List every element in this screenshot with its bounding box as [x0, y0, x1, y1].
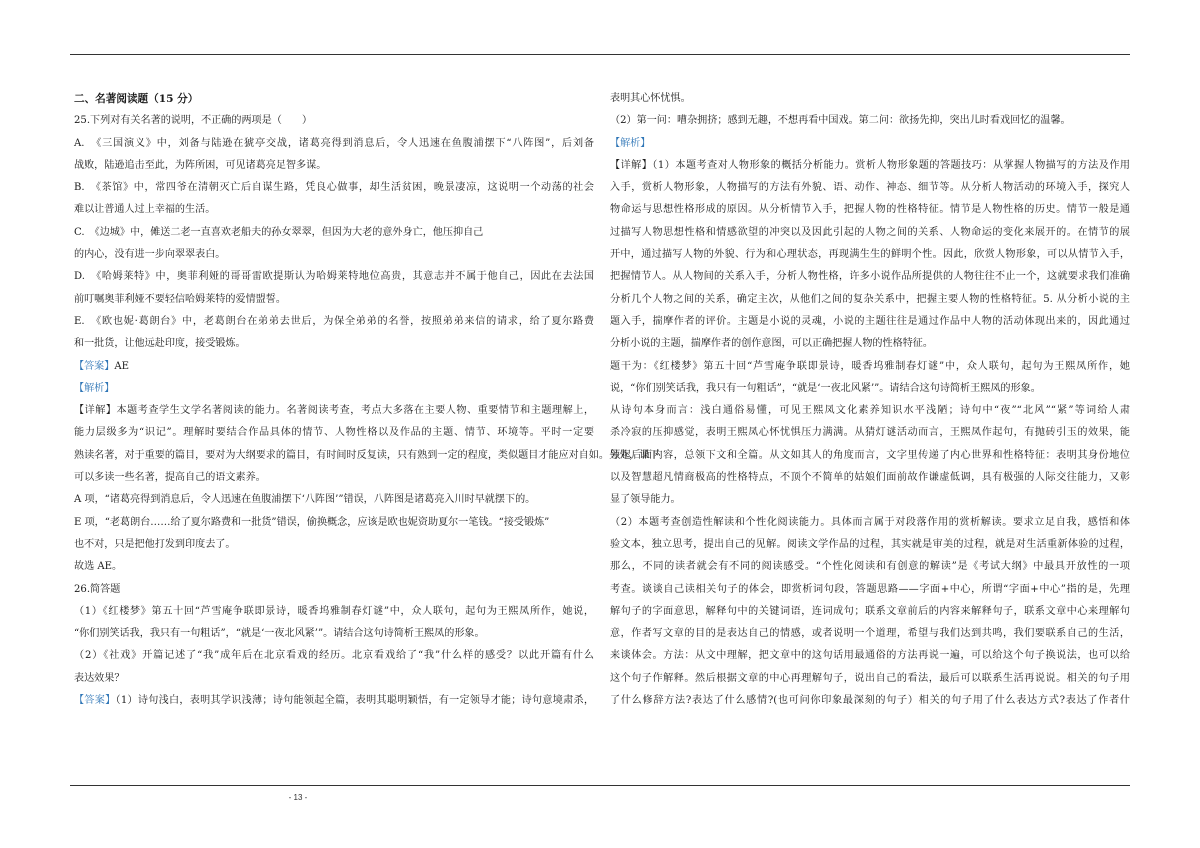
right-column-line [610, 445, 1130, 467]
line-text: 以及智慧超凡情商极高的性格特点，不顶个不简单的姑娘们面前故作谦虚低调，具有极强的人际交往能力，又彰 [610, 472, 1130, 484]
left-column-line [74, 422, 594, 444]
right-column-line [610, 177, 1130, 199]
left-column-line [74, 199, 594, 221]
left-column-line [74, 601, 594, 623]
left-column-line [74, 579, 594, 601]
left-column-line [74, 222, 594, 244]
line-text: 分析小说的主题，揣摩作者的创作意图，可以正确把握人物的性格特征。 [610, 338, 933, 350]
right-column-line [610, 356, 1130, 378]
left-column-line [74, 467, 594, 489]
right-column-line [610, 88, 1130, 110]
right-column-line [610, 289, 1130, 311]
line-text: “你们别笑话我，我只有一句粗话”，“就是‘一夜北风紧’”。请结合这句诗简析王熙凤的形象。 [74, 628, 485, 640]
line-text: A. 《三国演义》中，刘备与陆逊在猇亭交战，诸葛亮得到消息后，令人迅速在鱼腹浦摆下“八阵图”，后刘备 [74, 137, 594, 149]
line-text: 了什么修辞方法?表达了什么感情?(也可问你印象最深刻的句子）相关的句子用了什么表达方式?表达了作者什 [610, 695, 1130, 707]
page-number: - 13 - [288, 793, 308, 802]
section-label: 【解析】 [610, 137, 651, 149]
left-column-line [74, 289, 594, 311]
line-text: 能力层级多为“识记”。理解时要结合作品具体的情节、人物性格以及作品的主题、情节、环境等。平时一定要 [74, 427, 594, 439]
line-text: 解句子的字面意思，解释句中的关键词语，连词成句；联系文章前后的内容来解释句子，联系文章中心来理解句 [610, 605, 1130, 617]
line-text: 二、名著阅读题（15 分） [74, 93, 199, 105]
left-column-line [74, 311, 594, 333]
line-text: 的内心，没有进一步向翠翠表白。 [74, 249, 226, 261]
left-column-line [74, 266, 594, 288]
right-column-line [610, 110, 1130, 132]
line-text: 来谈体会。方法：从文中理解，把文章中的这句话用最通俗的方法再说一遍，可以给这个句子换说法，也可以给 [610, 650, 1130, 662]
line-text: 领起后面内容，总领下文和全篇。从文如其人的角度而言，文字里传递了内心世界和性格特征：表明其身份地位 [610, 449, 1130, 461]
right-column-line [610, 690, 1130, 712]
footer-rule [70, 785, 1130, 786]
right-column-line [610, 133, 1130, 155]
right-column [610, 88, 1130, 712]
right-column-line [610, 155, 1130, 177]
left-column-line [74, 356, 594, 378]
line-text: （2）第一问：嘈杂拥挤；感到无趣，不想再看中国戏。第二问：欲扬先抑，突出儿时看戏回忆的温馨。 [610, 115, 1071, 127]
left-column-line [74, 645, 594, 667]
right-column-line [610, 645, 1130, 667]
line-text: E 项，“老葛朗台……给了夏尔路费和一批货”错误，偷换概念，应该是欧也妮资助夏尔一笔钱。“接受锻炼” [74, 516, 550, 528]
line-text: 考查。谈谈自己读相关句子的体会，即赏析词句段，答题思路——字面+中心，所谓“字面+中心”指的是，先理 [610, 583, 1130, 595]
line-text: 把握情节人。从人物间的关系入手，分析人物性格，许多小说作品所提供的人物往往不止一个，这就要求我们准确 [610, 271, 1130, 283]
line-text: 这个句子作解释。然后根据文章的中心再理解句子，说出自己的看法，最后可以联系生活再说说。相关的句子用 [610, 672, 1130, 684]
left-column-line [74, 378, 594, 400]
line-text: 过描写人物思想性格和情感欲望的冲突以及因此引起的人物之间的关系、人物命运的变化来展开的。在情节的展 [610, 226, 1130, 238]
line-text: C. 《边城》中，傩送二老一直喜欢老船夫的孙女翠翠，但因为大老的意外身亡，他压抑自己 [74, 226, 484, 238]
line-text: 前叮嘱奥菲利娅不要轻信哈姆莱特的爱情盟誓。 [74, 293, 286, 305]
left-column-line [74, 133, 594, 155]
line-text: 和一批货，让他远赴印度，接受锻炼。 [74, 338, 246, 350]
left-column-line [74, 690, 594, 712]
left-column-line [74, 88, 594, 110]
section-label: 【答案】 [74, 695, 116, 707]
left-column-line [74, 445, 660, 467]
right-column-line [610, 601, 1130, 623]
right-column-line [610, 623, 1130, 645]
line-text: 【详解】（1）本题考查对人物形象的概括分析能力。赏析人物形象题的答题技巧：从掌握人物描写的方法及作用 [610, 159, 1130, 171]
left-column-line [74, 534, 594, 556]
line-text: D. 《哈姆莱特》中，奥菲利娅的哥哥雷欧提斯认为哈姆莱特地位高贵，其意志并不属于他自己，因此在去法国 [74, 271, 594, 283]
left-column-line [74, 177, 594, 199]
left-column-line [74, 244, 594, 266]
section-label: 【解析】 [74, 382, 115, 394]
line-text: 从诗句本身而言：浅白通俗易懂，可见王熙凤文化素养知识水平浅陋；诗句中“夜”“北风”“紧”等词给人肃 [610, 405, 1130, 417]
line-text: 物命运与思想性格形成的原因。从分析情节入手，把握人物的性格特征。情节是人物性格的历史。情节一般是通 [610, 204, 1130, 216]
line-text: （2）《社戏》开篇记述了“我”成年后在北京看戏的经历。北京看戏给了“我”什么样的感受？以此开篇有什么 [74, 650, 594, 662]
left-column-line [74, 400, 594, 422]
right-column-line [610, 333, 1130, 355]
line-text: （1）诗句浅白，表明其学识浅薄；诗句能领起全篇，表明其聪明颖悟，有一定领导才能；诗句意境肃杀， [115, 695, 595, 707]
right-column-line [610, 422, 1130, 444]
line-text: （1）《红楼梦》第五十回“芦雪庵争联即景诗，暖香坞雅制春灯谜”中，众人联句，起句为王熙凤所作，她说， [74, 605, 594, 617]
line-text: 战败，陆逊追击至此，为阵所困，可见诸葛亮足智多谋。 [74, 159, 327, 171]
left-column-line [74, 623, 594, 645]
line-text: A 项，“诸葛亮得到消息后，令人迅速在鱼腹浦摆下‘八阵图’”错误，八阵图是诸葛亮入川时早就摆下的。 [74, 494, 536, 506]
line-text: E. 《欧也妮·葛朗台》中，老葛朗台在弟弟去世后，为保全弟弟的名誉，按照弟弟来信的请求，给了夏尔路费 [74, 315, 594, 327]
line-text: 可以多读一些名著，提高自己的语文素养。 [74, 472, 266, 484]
right-column-line [610, 244, 1130, 266]
header-rule [70, 54, 1130, 55]
right-column-line [610, 400, 1130, 422]
line-text: 表达效果？ [74, 672, 125, 684]
right-column-line [610, 378, 1130, 400]
right-column-line [610, 668, 1130, 690]
line-text: 故选 AE。 [74, 561, 123, 573]
section-label: 【答案】 [74, 360, 115, 372]
right-column-line [610, 266, 1130, 288]
line-text: 分析几个人物之间的关系，确定主次，从他们之间的复杂关系中，把握主要人物的性格特征。5. 从分析小说的主 [610, 293, 1130, 305]
left-column-line [74, 668, 594, 690]
right-column-line [610, 579, 1130, 601]
left-column-line [74, 110, 594, 132]
line-text: 也不对，只是把他打发到印度去了。 [74, 538, 236, 550]
line-text: 意，作者写文章的目的是表达自己的情感，或者说明一个道理，希望与我们达到共鸣，我们要联系自己的生活， [610, 628, 1130, 640]
right-column-line [610, 467, 1130, 489]
line-text: 题入手，揣摩作者的评价。主题是小说的灵魂，小说的主题往往是通过作品中人物的活动体现出来的，因此通过 [610, 315, 1130, 327]
line-text: 入手，赏析人物形象，人物描写的方法有外貌、语、动作、神态、细节等。从分析人物活动的环境入手，探究人 [610, 182, 1130, 194]
line-text: AE [114, 360, 130, 372]
line-text: 开中，通过描写人物的外貌、行为和心理状态，再现满生生的鲜明个性。因此，欣赏人物形象，可以从情节入手， [610, 249, 1130, 261]
line-text: 杀冷寂的压抑感觉，表明王熙凤心怀忧惧压力满满。从猜灯谜活动而言，王熙凤作起句，有抛砖引玉的效果，能 [610, 427, 1130, 439]
line-text: B. 《茶馆》中，常四爷在清朝灭亡后自谋生路，凭良心做事，却生活贫困，晚景凄凉，这说明一个动荡的社会 [74, 182, 594, 194]
line-text: 说，“你们别笑话我，我只有一句粗话”，“就是‘一夜北风紧’”。请结合这句诗简析王熙凤的形象。 [610, 382, 1041, 394]
line-text: 熟读名著，对于重要的篇目，要对为大纲要求的篇目，有时间时反复读，只有熟到一定的程度，类似题目才能应对自如。另外，课下 [74, 449, 660, 461]
line-text: 表明其心怀忧惧。 [610, 93, 691, 104]
right-column-line [610, 512, 1130, 534]
line-text: 显了领导能力。 [610, 494, 681, 506]
line-text: 26.简答题 [74, 583, 121, 595]
line-text: 题干为：《红楼梦》第五十回“芦雪庵争联即景诗，暖香坞雅制春灯谜”中，众人联句，起句为王熙凤所作，她 [610, 360, 1130, 372]
line-text: 【详解】本题考查学生文学名著阅读的能力。名著阅读考查，考点大多落在主要人物、重要情节和主题理解上， [74, 405, 594, 417]
left-column-line [74, 489, 594, 511]
line-text: 难以让普通人过上幸福的生活。 [74, 204, 216, 216]
line-text: 25.下列对有关名著的说明，不正确的两项是（ ） [74, 115, 313, 127]
right-column-line [610, 534, 1130, 556]
line-text: （2）本题考查创造性解读和个性化阅读能力。具体而言属于对段落作用的赏析解读。要求立足自我，感悟和体 [610, 516, 1130, 528]
line-text: 验文本，独立思考，提出自己的见解。阅读文学作品的过程，其实就是审美的过程，就是对生活重新体验的过程， [610, 538, 1130, 550]
right-column-line [610, 222, 1130, 244]
line-text: 那么，不同的读者就会有不同的阅读感受。“个性化阅读和有创意的解读”是《考试大纲》中最具开放性的一项 [610, 561, 1130, 573]
left-column-line [74, 333, 594, 355]
right-column-line [610, 199, 1130, 221]
left-column-line [74, 512, 594, 534]
right-column-line [610, 311, 1130, 333]
left-column-line [74, 155, 594, 177]
right-column-line [610, 489, 1130, 511]
right-column-line [610, 556, 1130, 578]
left-column-line [74, 556, 594, 578]
